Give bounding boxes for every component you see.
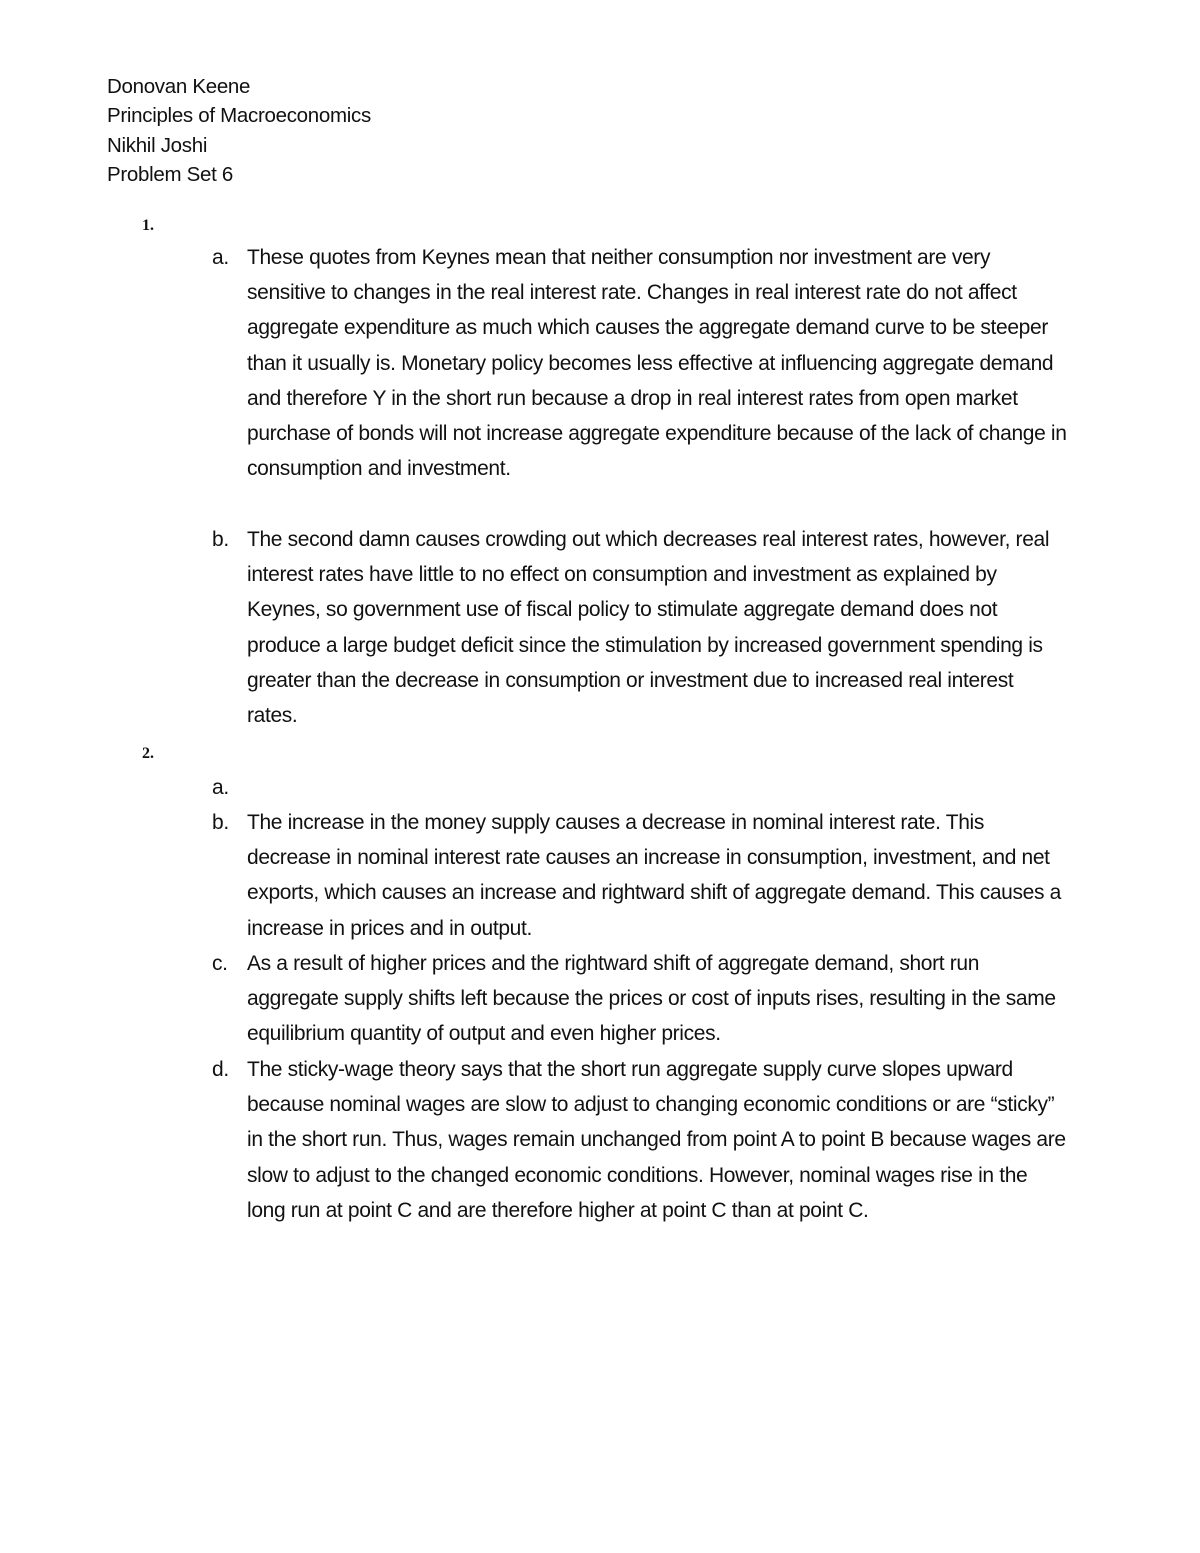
student-name: Donovan Keene xyxy=(107,75,251,98)
item-text: The second damn causes crowding out which decreases real interest rates, however, real interest rates have little to no effect on consumption and investment as explained by Keynes, so government use of fiscal policy to stimulate aggregate demand does not produce a large budget deficit since the stimulation by increased government spending is greater than the decrease in consumption or investment due to increased real interest rates. xyxy=(247,528,1050,728)
item-letter: b. xyxy=(212,528,229,551)
item-letter: a. xyxy=(212,246,229,269)
item-letter: b. xyxy=(212,811,229,834)
question-2-number: 2. xyxy=(142,745,154,762)
item-letter: d. xyxy=(212,1058,229,1081)
question-2b xyxy=(212,805,1072,946)
item-letter: c. xyxy=(212,952,228,975)
question-1-number: 1. xyxy=(142,217,154,234)
instructor-name: Nikhil Joshi xyxy=(107,133,208,157)
assignment-title: Problem Set 6 xyxy=(107,162,233,186)
question-2c xyxy=(212,946,1072,1052)
question-1a xyxy=(212,240,1072,486)
item-text: As a result of higher prices and the rightward shift of aggregate demand, short run aggregate supply shifts left because the prices or cost of inputs rises, resulting in the same equilibrium quantity of output and even higher prices. xyxy=(247,952,1056,1046)
item-text: The sticky-wage theory says that the short run aggregate supply curve slopes upward because nominal wages are slow to adjust to changing economic conditions or are “sticky” in the short run. Thus, wages remain unchanged from point A to point B because wages are slow to adjust to the changed economic conditions. However, nominal wages rise in the long run at point C and are therefore higher at point C than at point C. xyxy=(247,1058,1066,1222)
item-letter: a. xyxy=(212,776,229,799)
question-2d xyxy=(212,1052,1072,1228)
question-1b xyxy=(212,522,1072,733)
item-text: These quotes from Keynes mean that neither consumption nor investment are very sensitive to changes in the real interest rate. Changes in real interest rate do not affect aggregate expenditure as much which causes the aggregate demand curve to be steeper than it usually is. Monetary policy becomes less effective at influencing aggregate demand and therefore Y in the short run because a drop in real interest rates from open market purchase of bonds will not increase aggregate expenditure because of the lack of change in consumption and investment. xyxy=(247,246,1067,481)
document-header xyxy=(107,72,371,189)
course-title: Principles of Macroeconomics xyxy=(107,104,371,128)
item-text: The increase in the money supply causes a decrease in nominal interest rate. This decrease in nominal interest rate causes an increase in consumption, investment, and net exports, which causes an increase and rightward shift of aggregate demand. This causes a increase in prices and in output. xyxy=(247,811,1061,940)
